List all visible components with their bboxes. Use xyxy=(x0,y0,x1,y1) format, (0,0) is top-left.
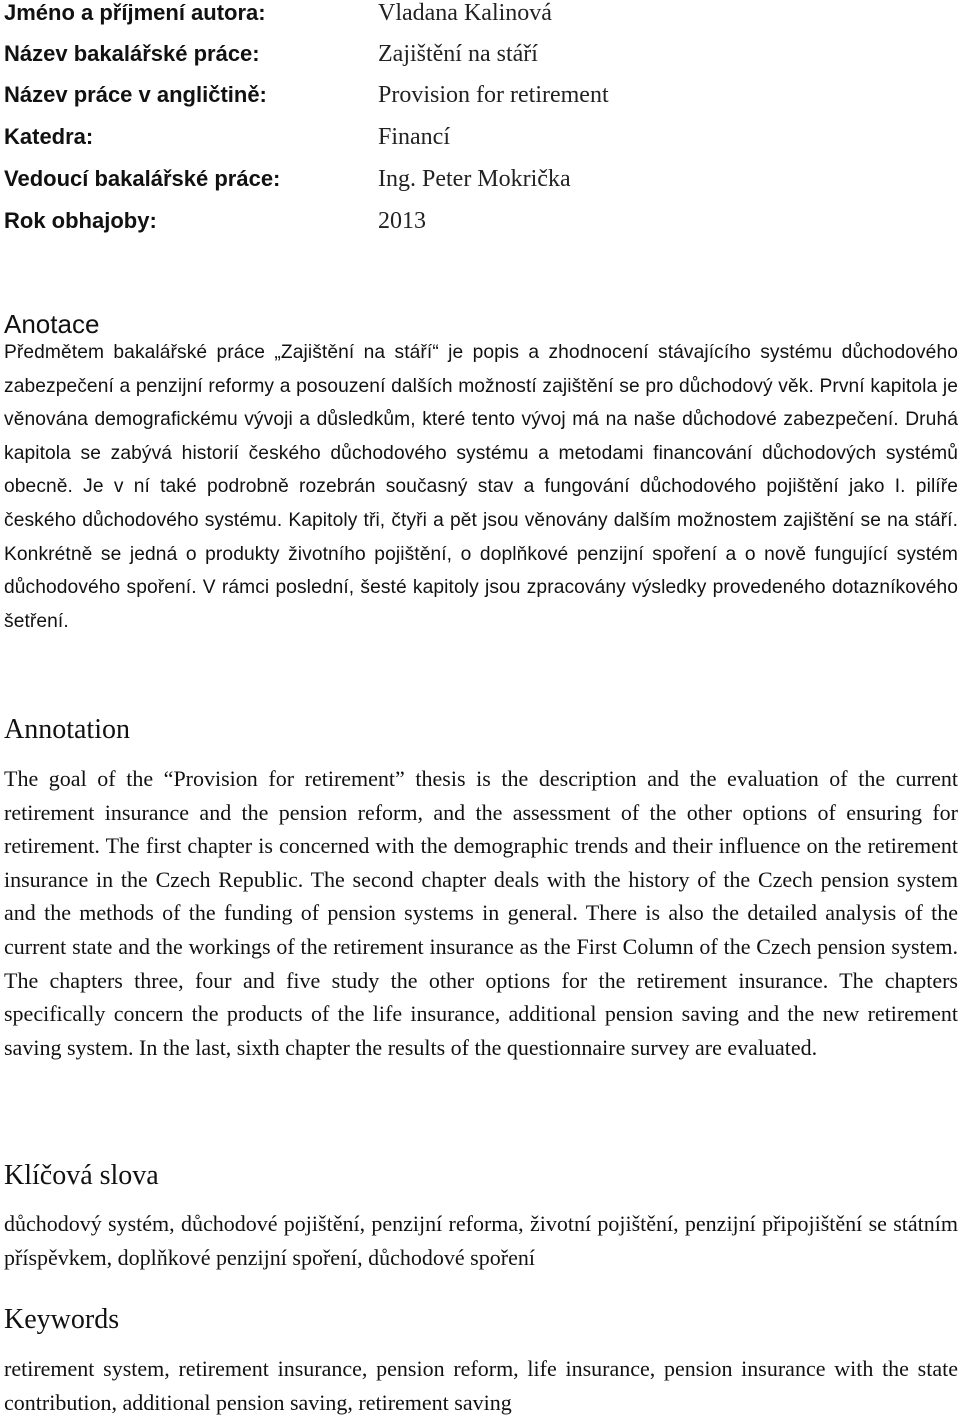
meta-row-author xyxy=(4,0,958,34)
section-heading-keywords: Keywords xyxy=(4,1304,120,1335)
meta-row-english-title xyxy=(4,82,958,116)
meta-label-defense-year: Rok obhajoby: xyxy=(4,208,157,233)
meta-value-english-title: Provision for retirement xyxy=(378,82,609,108)
meta-label-supervisor: Vedoucí bakalářské práce: xyxy=(4,166,281,191)
meta-label-thesis-title: Název bakalářské práce: xyxy=(4,41,260,66)
meta-value-defense-year: 2013 xyxy=(378,208,426,234)
section-text-keywords: retirement system, retirement insurance, pension reform, life insurance, pension insurance with the state contribution, additional pension saving, retirement saving xyxy=(4,1356,958,1415)
section-heading-annotation: Annotation xyxy=(4,714,130,745)
meta-row-thesis-title xyxy=(4,41,958,75)
section-heading-klicova-slova: Klíčová slova xyxy=(4,1160,159,1191)
meta-label-english-title: Název práce v angličtině: xyxy=(4,82,267,107)
meta-value-department: Financí xyxy=(378,124,450,150)
meta-row-department xyxy=(4,124,958,158)
meta-row-supervisor xyxy=(4,166,958,200)
meta-label-author: Jméno a příjmení autora: xyxy=(4,0,266,25)
meta-value-author: Vladana Kalinová xyxy=(378,0,552,26)
meta-row-defense-year xyxy=(4,208,958,242)
section-text-anotace: Předmětem bakalářské práce „Zajištění na stáří“ je popis a zhodnocení stávajícího systému důchodového zabezpečení a penzijní reformy a posouzení dalších možností zajištění se pro důchodový věk. První kapitola je věnována demografickému vývoji a důsledkům, které tento vývoj má na naše důchodové zabezpečení. Druhá kapitola se zabývá historií českého důchodového systému a metodami financování důchodových systémů obecně. Je v ní také podrobně rozebrán současný stav a fungování důchodového pojištění jako I. pilíře českého důchodového systému. Kapitoly tři, čtyři a pět jsou věnovány dalším možnostem zajištění se na stáří. Konkrétně se jedná o produkty životního pojištění, o doplňkové penzijní spoření a o nově fungující systém důchodového spoření. V rámci poslední, šesté kapitoly jsou zpracovány výsledky provedeného dotazníkového šetření. xyxy=(4,342,958,632)
meta-value-thesis-title: Zajištění na stáří xyxy=(378,41,538,67)
section-heading-anotace: Anotace xyxy=(4,309,100,339)
section-text-annotation: The goal of the “Provision for retirement” thesis is the description and the evaluation of the current retirement insurance and the pension reform, and the assessment of the other options of ensuring for retirement. The first chapter is concerned with the demographic trends and their influence on the retirement insurance in the Czech Republic. The second chapter deals with the history of the Czech pension system and the methods of the funding of pension systems in general. There is also the detailed analysis of the current state and the workings of the retirement insurance as the First Column of the Czech pension system. The chapters three, four and five study the other options for the retirement insurance. The chapters specifically concern the products of the life insurance, additional pension saving and the new retirement saving system. In the last, sixth chapter the results of the questionnaire survey are evaluated. xyxy=(4,766,958,1060)
meta-label-department: Katedra: xyxy=(4,124,94,149)
section-text-klicova-slova: důchodový systém, důchodové pojištění, penzijní reforma, životní pojištění, penzijní připojištění se státním příspěvkem, doplňkové penzijní spoření, důchodové spoření xyxy=(4,1211,958,1270)
meta-value-supervisor: Ing. Peter Mokrička xyxy=(378,166,571,192)
